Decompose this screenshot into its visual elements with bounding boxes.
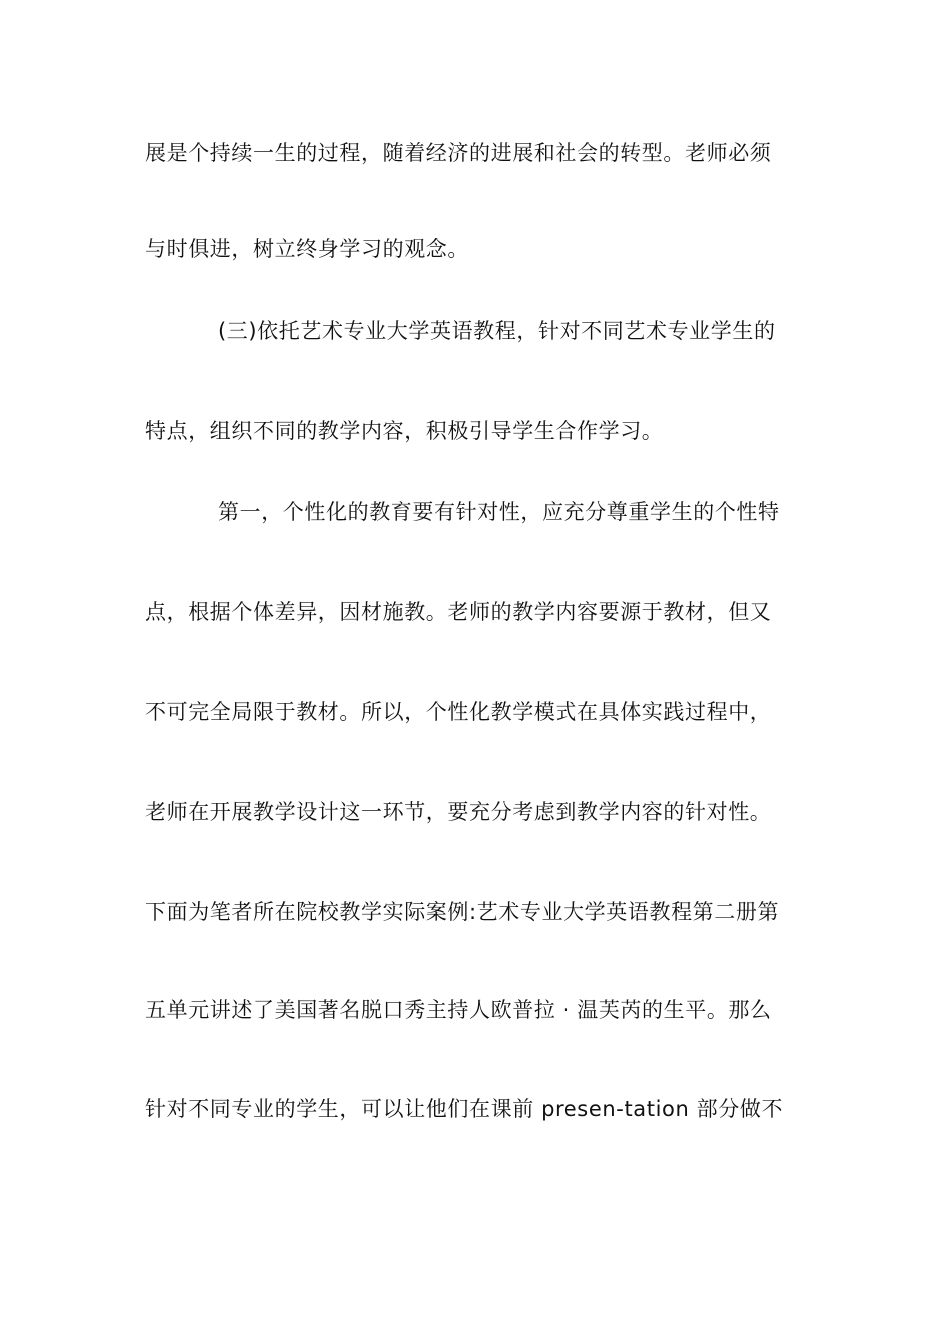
- text-line: 与时俱进，树立终身学习的观念。: [145, 237, 469, 261]
- text-line: 特点，组织不同的教学内容，积极引导学生合作学习。: [145, 419, 664, 443]
- text-line: 老师在开展教学设计这一环节，要充分考虑到教学内容的针对性。: [145, 800, 772, 824]
- text-line: 点，根据个体差异，因材施教。老师的教学内容要源于教材，但又: [145, 600, 772, 624]
- text-line: 展是个持续一生的过程，随着经济的进展和社会的转型。老师必须: [145, 141, 772, 165]
- paragraph-start-line: (三)依托艺术专业大学英语教程，针对不同艺术专业学生的: [218, 319, 776, 343]
- text-line: 五单元讲述了美国著名脱口秀主持人欧普拉 · 温芙芮的生平。那么: [145, 998, 772, 1022]
- paragraph-start-line: 第一，个性化的教育要有针对性，应充分尊重学生的个性特: [218, 500, 780, 524]
- text-line: 不可完全局限于教材。所以，个性化教学模式在具体实践过程中，: [145, 700, 772, 724]
- text-line: 下面为笔者所在院校教学实际案例:艺术专业大学英语教程第二册第: [145, 900, 780, 924]
- text-line: 针对不同专业的学生，可以让他们在课前 presen-tation 部分做不: [145, 1097, 784, 1121]
